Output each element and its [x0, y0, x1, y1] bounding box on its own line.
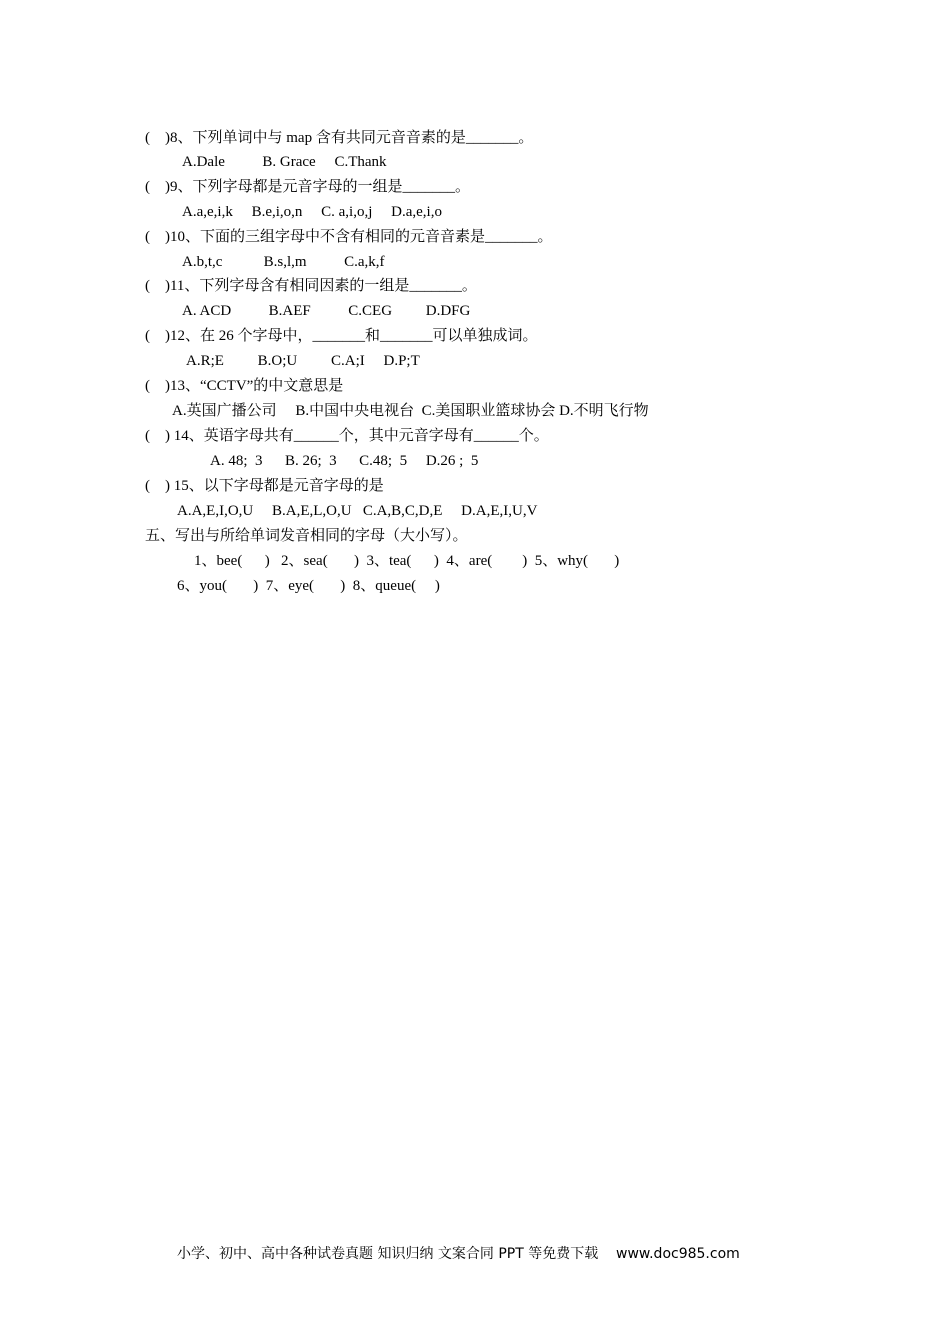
question-8-options: A.Dale B. Grace C.Thank	[182, 154, 387, 170]
question-11-stem: ( )11、下列字母含有相同因素的一组是_______。	[145, 278, 477, 294]
question-10-stem: ( )10、下面的三组字母中不含有相同的元音音素是_______。	[145, 229, 553, 245]
section-five-row-1: 1、bee( ) 2、sea( ) 3、tea( ) 4、are( ) 5、why( )	[194, 553, 620, 569]
question-10-options: A.b,t,c B.s,l,m C.a,k,f	[182, 254, 385, 270]
question-15-options: A.A,E,I,O,U B.A,E,L,O,U C.A,B,C,D,E D.A,E,I,U,V	[177, 503, 538, 519]
question-8-stem: ( )8、下列单词中与 map 含有共同元音音素的是_______。	[145, 130, 534, 146]
question-13-options: A.英国广播公司 B.中国中央电视台 C.美国职业篮球协会 D.不明飞行物	[172, 403, 649, 419]
question-12-stem: ( )12、在 26 个字母中，_______和_______可以单独成词。	[145, 328, 538, 344]
question-15-stem: ( ) 15、以下字母都是元音字母的是	[145, 478, 384, 494]
question-14-stem: ( ) 14、英语字母共有______个，其中元音字母有______个。	[145, 428, 549, 444]
question-11-options: A. ACD B.AEF C.CEG D.DFG	[182, 303, 471, 319]
question-14-options: A. 48; 3 B. 26; 3 C.48; 5 D.26 ; 5	[210, 453, 479, 469]
section-five-row-2: 6、you( ) 7、eye( ) 8、queue( )	[177, 578, 440, 594]
question-13-stem: ( )13、“CCTV”的中文意思是	[145, 378, 344, 394]
question-9-stem: ( )9、下列字母都是元音字母的一组是_______。	[145, 179, 470, 195]
page-footer: 小学、初中、高中各种试卷真题 知识归纳 文案合同 PPT 等免费下载 www.doc985.com	[177, 1246, 740, 1262]
question-9-options: A.a,e,i,k B.e,i,o,n C. a,i,o,j D.a,e,i,o	[182, 204, 442, 220]
section-five-heading: 五、写出与所给单词发音相同的字母（大小写）。	[145, 528, 468, 544]
question-12-options: A.R;E B.O;U C.A;I D.P;T	[186, 353, 420, 369]
